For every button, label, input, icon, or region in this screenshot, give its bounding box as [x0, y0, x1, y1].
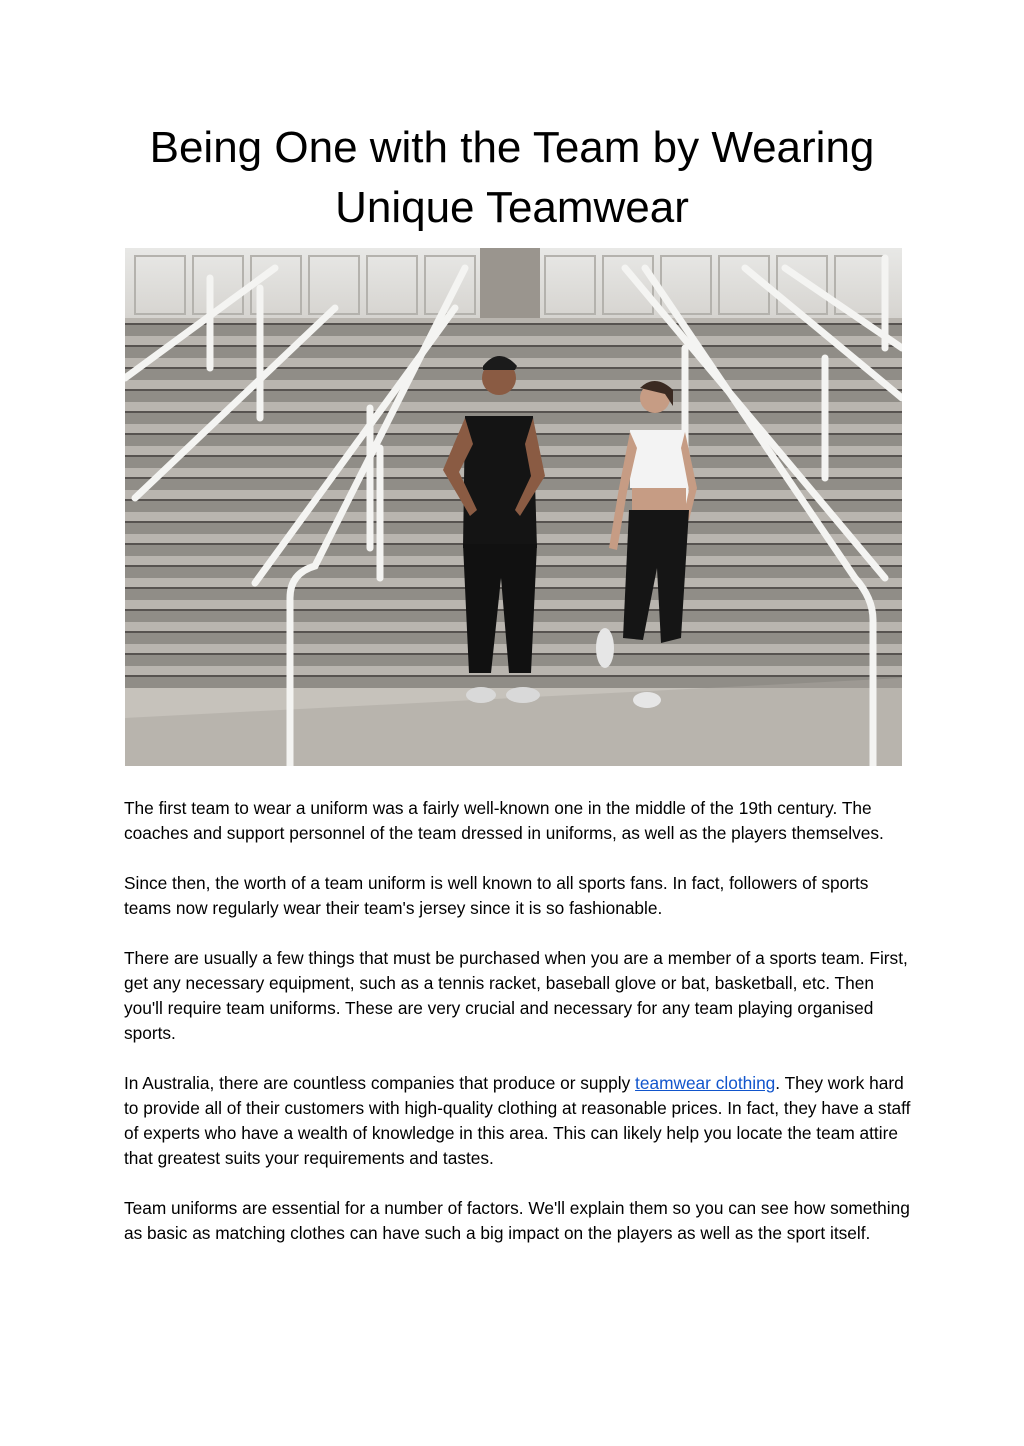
- paragraph-4-after: . They work hard to provide all of their customers with high-quality clothing at reasonable prices. In fact, they have a staff of experts who have a wealth of knowledge in this area. This can likely help you locate the team attire that greatest suits your requirements and tastes.: [124, 1073, 911, 1168]
- teamwear-clothing-link[interactable]: teamwear clothing: [635, 1073, 776, 1093]
- paragraph-1: The first team to wear a uniform was a fairly well-known one in the middle of the 19th century. The coaches and support personnel of the team dressed in uniforms, as well as the players themselves.: [124, 798, 884, 843]
- article-body: [124, 796, 914, 1271]
- hero-photo: [125, 248, 902, 766]
- paragraph-4-before: In Australia, there are countless companies that produce or supply: [124, 1073, 636, 1093]
- paragraph-5: Team uniforms are essential for a number of factors. We'll explain them so you can see how something as basic as matching clothes can have such a big impact on the players as well as the sport itself.: [124, 1198, 910, 1243]
- paragraph-3: There are usually a few things that must be purchased when you are a member of a sports team. First, get any necessary equipment, such as a tennis racket, baseball glove or bat, basketball, etc. Then you'll require team uniforms. These are very crucial and necessary for any team playing organised sports.: [124, 948, 908, 1043]
- page-title: Being One with the Team by Wearing Unique Teamwear: [149, 123, 875, 232]
- paragraph-2: Since then, the worth of a team uniform is well known to all sports fans. In fact, followers of sports teams now regularly wear their team's jersey since it is so fashionable.: [124, 873, 869, 918]
- paragraph-4: [124, 1071, 914, 1171]
